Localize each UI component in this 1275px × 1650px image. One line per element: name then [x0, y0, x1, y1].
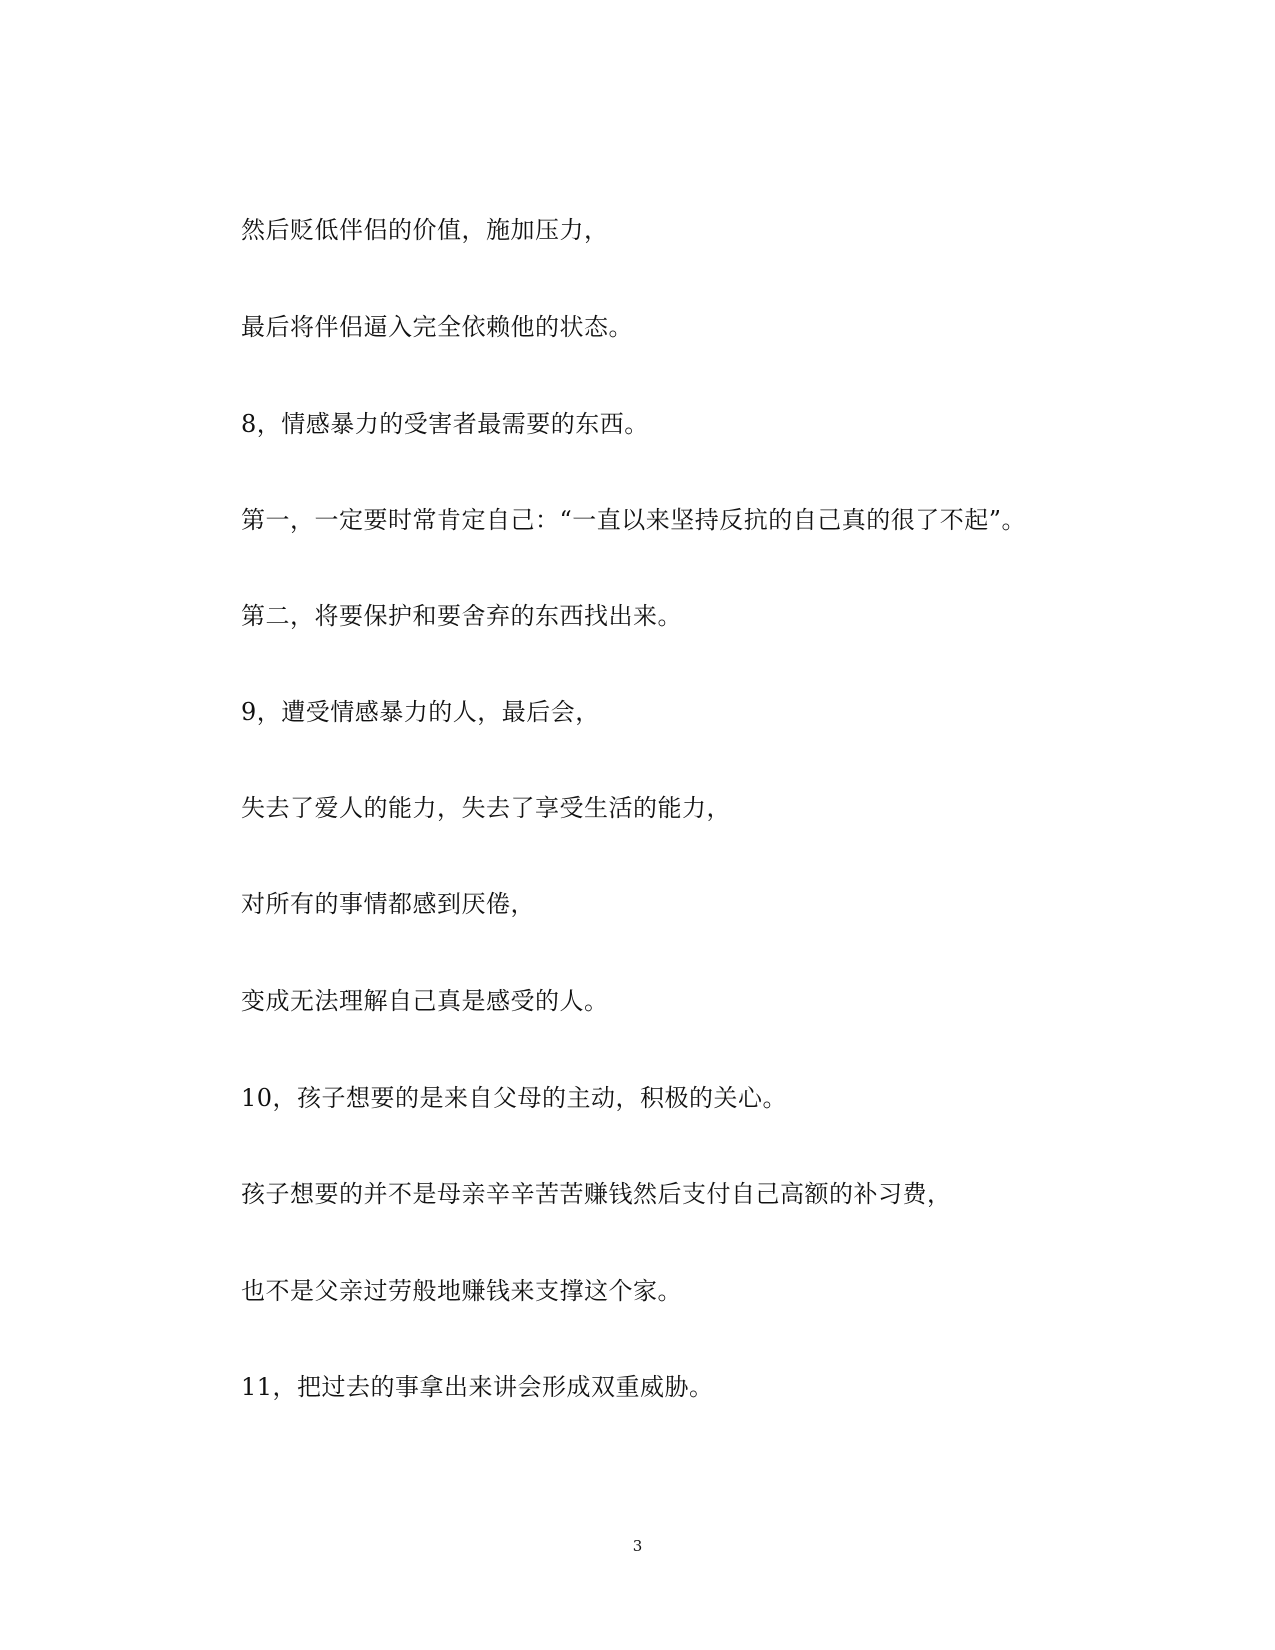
page-number: 3	[632, 1537, 643, 1555]
text-line-5: 第二，将要保护和要舍弃的东西找出来。	[241, 602, 682, 630]
text-line-8: 对所有的事情都感到厌倦，	[241, 890, 535, 918]
text-line-7: 失去了爱人的能力，失去了享受生活的能力，	[241, 794, 731, 822]
text-line-10: 10，孩子想要的是来自父母的主动，积极的关心。	[241, 1084, 788, 1112]
text-line-13: 11，把过去的事拿出来讲会形成双重威胁。	[241, 1373, 714, 1401]
text-line-1: 然后贬低伴侣的价值，施加压力，	[241, 216, 609, 244]
text-line-4: 第一，一定要时常肯定自己：“一直以来坚持反抗的自己真的很了不起”。	[241, 506, 1027, 534]
text-line-6: 9，遭受情感暴力的人，最后会，	[241, 698, 600, 726]
text-line-9: 变成无法理解自己真是感受的人。	[241, 987, 609, 1015]
text-line-11: 孩子想要的并不是母亲辛辛苦苦赚钱然后支付自己高额的补习费，	[241, 1180, 952, 1208]
text-line-12: 也不是父亲过劳般地赚钱来支撑这个家。	[241, 1277, 682, 1305]
text-line-2: 最后将伴侣逼入完全依赖他的状态。	[241, 313, 633, 341]
text-line-3: 8，情感暴力的受害者最需要的东西。	[241, 410, 649, 438]
